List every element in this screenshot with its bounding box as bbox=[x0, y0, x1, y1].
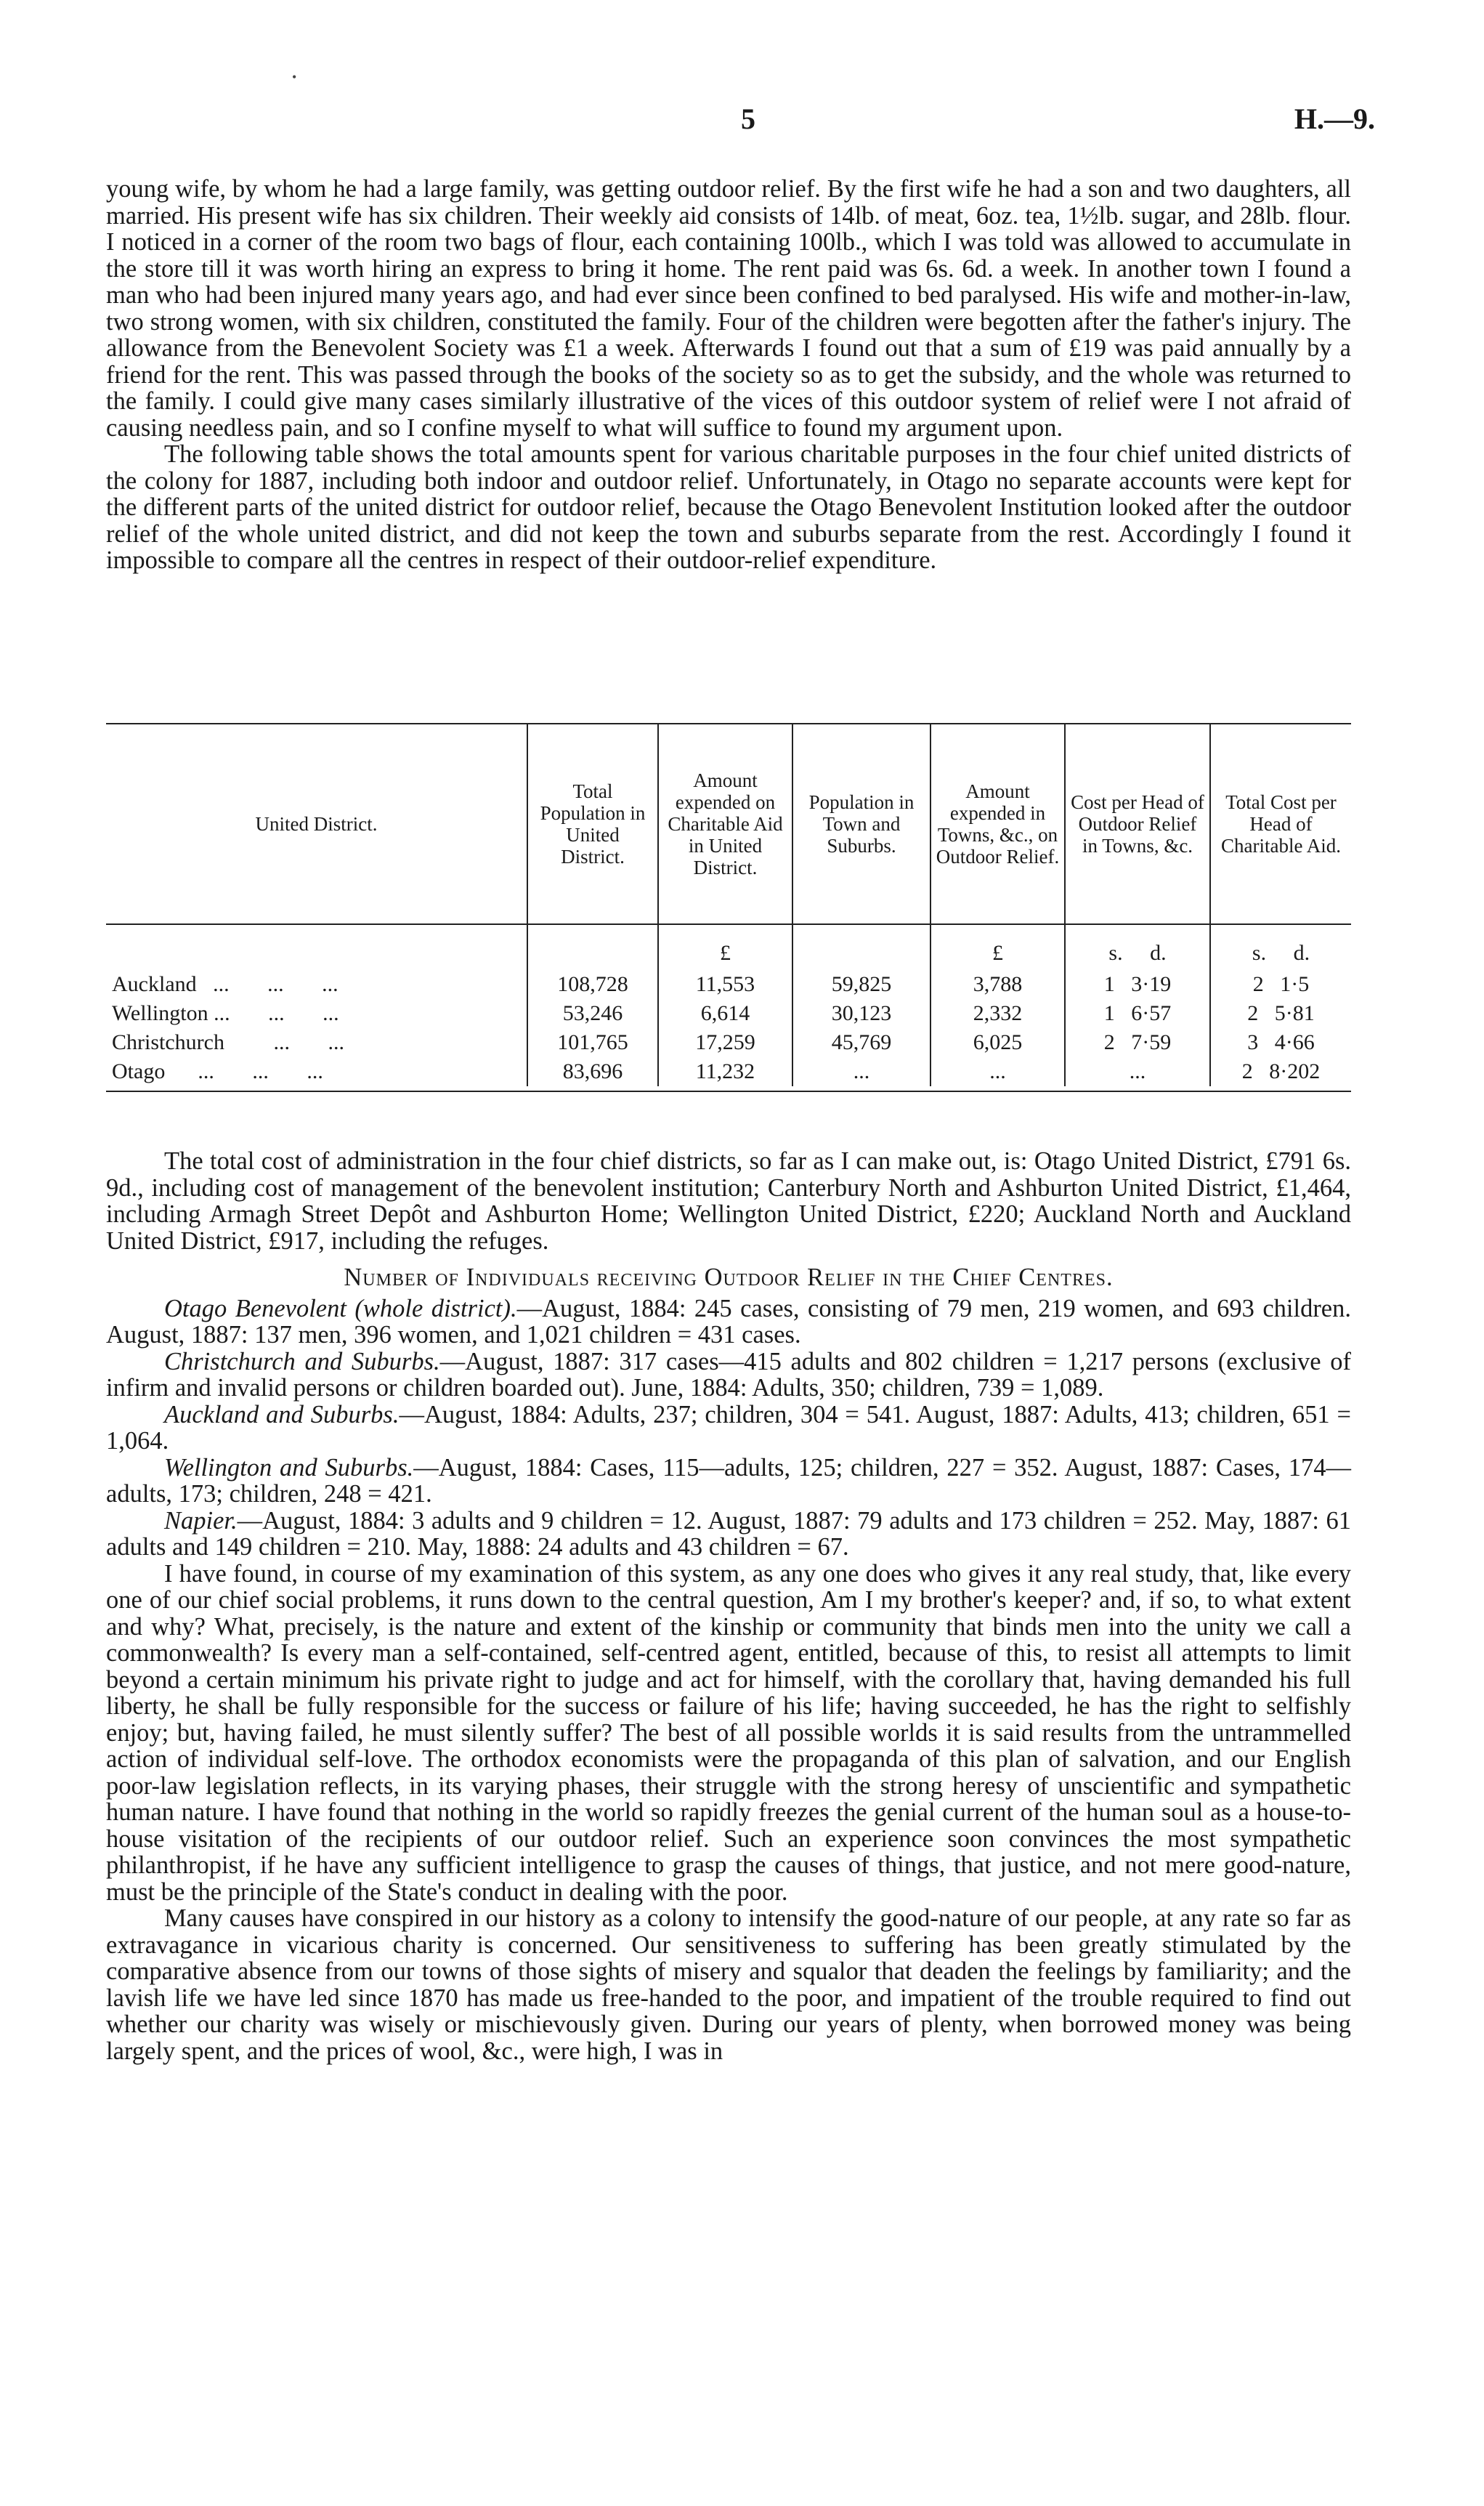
entry-label: Otago Benevolent (whole district). bbox=[164, 1294, 517, 1322]
table-row bbox=[106, 970, 1351, 999]
outdoor-relief-amount: ... bbox=[930, 1057, 1065, 1086]
paragraph: I have found, in course of my examination of this system, as any one does who gives it any real study, that, like every one of our chief social problems, it runs down to the central question, Am I my brother's keeper? and, if so, to what extent and why? What, precisely, is the nature and extent of the kinship or community that binds men into the unity we call a commonwealth? Is every man a self-contained, self-centred agent, entitled, because of this, to resist all attempts to limit beyond a certain minimum his private right to judge and act for himself, with the corollary that, having demanded his full liberty, he shall be fully responsible for the success or failure of his life; having succeeded, he has the right to selfishly enjoy; but, having failed, he must silently suffer? The best of all possible worlds it is said results from the untrammelled action of individual self-love. The orthodox economists were the propaganda of this plan of salvation, and our English poor-law legislation reflects, in its varying phases, their struggle with the strong heresy of unscientific and sympathetic human nature. I have found that nothing in the world so rapidly freezes the genial current of the human soul as a house-to-house visitation of the recipients of our outdoor relief. Such an experience soon convinces the most sympathetic philanthropist, if he have any sufficient intelligence to grasp the causes of things, that justice, and not mere good-nature, must be the principle of the State's conduct in dealing with the poor. bbox=[106, 1559, 1351, 1906]
relief-entry bbox=[106, 1455, 1351, 1508]
unit-cell: s. d. bbox=[1210, 924, 1351, 970]
entry-label: Napier. bbox=[164, 1506, 238, 1535]
cost-per-head-outdoor bbox=[1065, 999, 1210, 1028]
shillings: 2 bbox=[1241, 1059, 1253, 1083]
outdoor-relief-amount: 6,025 bbox=[930, 1028, 1065, 1057]
unit-cell bbox=[106, 924, 527, 970]
units-row bbox=[106, 924, 1351, 970]
relief-entry bbox=[106, 1508, 1351, 1561]
table-row bbox=[106, 999, 1351, 1028]
total-cost-per-head bbox=[1210, 999, 1351, 1028]
body-text bbox=[106, 1148, 1351, 2064]
page-number: 5 bbox=[741, 102, 755, 135]
entry-label: Auckland and Suburbs. bbox=[164, 1400, 400, 1428]
town-population: 45,769 bbox=[792, 1028, 930, 1057]
outdoor-relief-amount: 3,788 bbox=[930, 970, 1065, 999]
pence: 1·5 bbox=[1280, 972, 1310, 996]
relief-entry bbox=[106, 1402, 1351, 1455]
pence: 7·59 bbox=[1131, 1030, 1172, 1054]
pence: 8·202 bbox=[1269, 1059, 1321, 1083]
amount-charitable-aid: 6,614 bbox=[658, 999, 792, 1028]
pence: 6·57 bbox=[1131, 1001, 1172, 1025]
amount-charitable-aid: 11,232 bbox=[658, 1057, 792, 1086]
town-population: 59,825 bbox=[792, 970, 930, 999]
amount-charitable-aid: 17,259 bbox=[658, 1028, 792, 1057]
shillings: 2 bbox=[1103, 1030, 1115, 1054]
cost-per-head-outdoor bbox=[1065, 1028, 1210, 1057]
shillings: 1 bbox=[1103, 1001, 1115, 1025]
total-population: 108,728 bbox=[527, 970, 658, 999]
table-header-row bbox=[106, 724, 1351, 924]
relief-entry bbox=[106, 1349, 1351, 1402]
margin-mark: • bbox=[292, 70, 297, 84]
cost-per-head-outdoor bbox=[1065, 1057, 1210, 1086]
section-heading: Number of Individuals receiving Outdoor Relief in the Chief Centres. bbox=[344, 1264, 1114, 1291]
district-name: Christchurch ... ... bbox=[112, 1030, 344, 1054]
table-row bbox=[106, 1057, 1351, 1086]
unit-cell bbox=[792, 924, 930, 970]
district-name: Wellington ... ... ... bbox=[112, 1001, 339, 1025]
entry-label: Wellington and Suburbs. bbox=[164, 1453, 414, 1482]
pence: ... bbox=[1129, 1059, 1146, 1083]
column-header: United District. bbox=[255, 813, 378, 835]
total-population: 53,246 bbox=[527, 999, 658, 1028]
total-cost-per-head bbox=[1210, 1057, 1351, 1086]
paragraph: young wife, by whom he had a large family, was getting outdoor relief. By the first wife he had a son and two daughters, all married. His present wife has six children. Their weekly aid consists of 14lb. of meat, 6oz. tea, 1½lb. sugar, and 28lb. flour. I noticed in a corner of the room two bags of flour, each containing 100lb., which I was told was allowed to accumulate in the store till it was worth hiring an express to bring it home. The rent paid was 6s. 6d. a week. In another town I found a man who had been injured many years ago, and had ever since been confined to bed paralysed. His wife and mother-in-law, two strong women, with six children, constituted the family. Four of the children were begotten after the father's injury. The allowance from the Benevolent Society was £1 a week. Afterwards I found out that a sum of £19 was paid annually by a friend for the rent. This was passed through the books of the society so as to get the subsidy, and the whole was returned to the family. I could give many cases similarly illustrative of the vices of this outdoor system of relief were I not afraid of causing needless pain, and so I confine myself to what will suffice to found my argument upon. bbox=[106, 175, 1351, 442]
total-cost-per-head bbox=[1210, 970, 1351, 999]
total-cost-per-head bbox=[1210, 1028, 1351, 1057]
unit-cell bbox=[527, 924, 658, 970]
paragraph: The total cost of administration in the four chief districts, so far as I can make out, is: Otago United District, £791 6s. 9d., including cost of management of the benevolent institution; Canterbury North and Ashburton United District, £1,464, including Armagh Street Depôt and Ashburton Home; Wellington United District, £220; Auckland North and Auckland United District, £917, including the refuges. bbox=[106, 1147, 1351, 1255]
document-reference: H.—9. bbox=[1294, 102, 1375, 135]
pence: 3·19 bbox=[1131, 972, 1172, 996]
entry-text: —August, 1887: 317 cases—415 adults and 802 children = 1,217 persons (exclusive of infirm and invalid persons or children boarded out). June, 1884: Adults, 350; children, 739 = 1,089. bbox=[106, 1347, 1351, 1402]
relief-entry bbox=[106, 1296, 1351, 1349]
cost-per-head-outdoor bbox=[1065, 970, 1210, 999]
shillings: 2 bbox=[1252, 972, 1264, 996]
shillings: 2 bbox=[1247, 1001, 1259, 1025]
district-name: Otago ... ... ... bbox=[112, 1059, 323, 1083]
opening-text bbox=[106, 176, 1351, 574]
column-header: Amount expended in Towns, &c., on Outdoor Relief. bbox=[930, 724, 1065, 924]
unit-cell: £ bbox=[930, 924, 1065, 970]
entry-text: —August, 1884: 245 cases, consisting of 79 men, 219 women, and 693 children. August, 1887: 137 men, 396 women, and 1,021 children = 431 cases. bbox=[106, 1294, 1351, 1349]
total-population: 101,765 bbox=[527, 1028, 658, 1057]
paragraph: Many causes have conspired in our history as a colony to intensify the good-nature of our people, at any rate so far as extravagance in vicarious charity is concerned. Our sensitiveness to suffering has been greatly stimulated by the comparative absence from our towns of those sights of misery and squalor that deaden the feelings by familiarity; and the lavish life we have led since 1870 has made us free-handed to the poor, and impatient of the trouble required to find out whether our charity was wisely or mischievously given. During our years of plenty, when borrowed money was being largely spent, and the prices of wool, &c., were high, I was in bbox=[106, 1904, 1351, 2065]
outdoor-relief-amount: 2,332 bbox=[930, 999, 1065, 1028]
table-bottom-rule bbox=[106, 1091, 1351, 1092]
total-population: 83,696 bbox=[527, 1057, 658, 1086]
town-population: ... bbox=[792, 1057, 930, 1086]
unit-cell: s. d. bbox=[1065, 924, 1210, 970]
pence: 4·66 bbox=[1274, 1030, 1315, 1054]
shillings: 3 bbox=[1247, 1030, 1259, 1054]
column-header: Total Population in United District. bbox=[527, 724, 658, 924]
expenditure-table bbox=[106, 723, 1351, 1092]
entry-text: —August, 1884: 3 adults and 9 children = 12. August, 1887: 79 adults and 173 children = 252. May, 1887: 61 adults and 149 children = 210. May, 1888: 24 adults and 43 children = 67. bbox=[106, 1506, 1351, 1561]
amount-charitable-aid: 11,553 bbox=[658, 970, 792, 999]
entry-text: —August, 1884: Adults, 237; children, 304 = 541. August, 1887: Adults, 413; children, 651 = 1,064. bbox=[106, 1400, 1351, 1455]
data-table bbox=[106, 724, 1351, 1086]
entry-text: —August, 1884: Cases, 115—adults, 125; children, 227 = 352. August, 1887: Cases, 174—adults, 173; children, 248 = 421. bbox=[106, 1453, 1352, 1508]
pence: 5·81 bbox=[1274, 1001, 1315, 1025]
column-header: Amount expended on Charitable Aid in United District. bbox=[658, 724, 792, 924]
column-header: Total Cost per Head of Charitable Aid. bbox=[1210, 724, 1351, 924]
column-header: Population in Town and Suburbs. bbox=[792, 724, 930, 924]
paragraph: The following table shows the total amounts spent for various charitable purposes in the four chief united districts of the colony for 1887, including both indoor and outdoor relief. Unfortunately, in Otago no separate accounts were kept for the different parts of the united district for outdoor relief, because the Otago Benevolent Institution looked after the outdoor relief of the whole united district, and did not keep the town and suburbs separate from the rest. Accordingly I found it impossible to compare all the centres in respect of their outdoor-relief expenditure. bbox=[106, 440, 1351, 574]
entry-label: Christchurch and Suburbs. bbox=[164, 1347, 440, 1375]
town-population: 30,123 bbox=[792, 999, 930, 1028]
unit-cell: £ bbox=[658, 924, 792, 970]
shillings: 1 bbox=[1103, 972, 1115, 996]
column-header: Cost per Head of Outdoor Relief in Towns, &c. bbox=[1065, 724, 1210, 924]
district-name: Auckland ... ... ... bbox=[112, 972, 338, 996]
table-row bbox=[106, 1028, 1351, 1057]
